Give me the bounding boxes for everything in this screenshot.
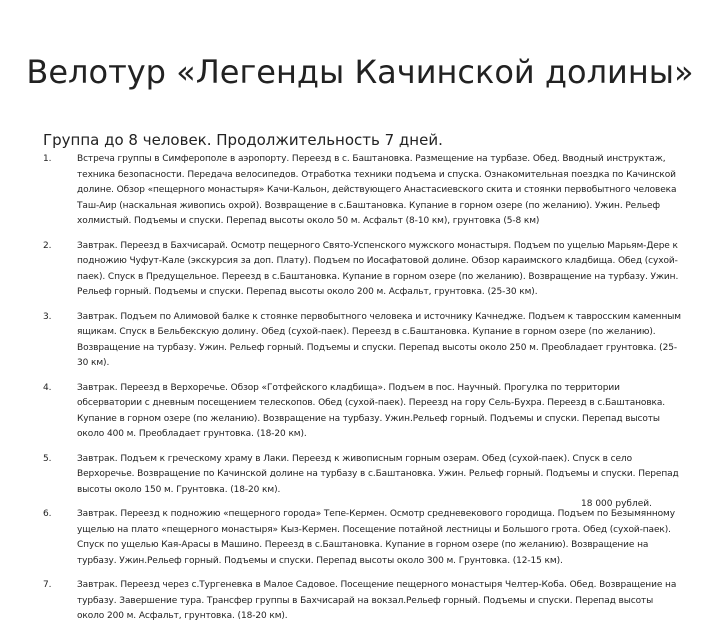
tour-price: 18 000 рублей. [581,499,652,509]
day-description: Завтрак. Переезд к подножию «пещерного города» Тепе-Кермен. Осмотр средневекового городища. Подъем по Безымянному ущелью на плато «пещерного монастыря» Кыз-Кермен. Посещение потайной лестницы и Большого грота. Обед (сухой-паек). Спуск по ущелью Кая-Арасы в Машино. Переезд в с.Баштановка. Купание в горном озере (по желанию). Возвращение на турбазу. Ужин.Рельеф горный. Подъемы и спуски. Перепад высоты около 300 м. Грунтовка. (12-15 км). [77,509,675,566]
itinerary-day-6 [43,507,683,569]
day-number: 4. [43,382,52,393]
itinerary-day-4 [43,381,683,443]
day-description: Завтрак. Подъем по Алимовой балке к стоянке первобытного человека и источнику Качнедже. Подъем к тавросским каменным ящикам. Спуск в Бельбекскую долину. Обед (сухой-паек). Переезд в с.Баштановка. Купание в горном озере (по желанию). Возвращение на турбазу. Ужин. Рельеф горный. Подъемы и спуски. Перепад высоты около 250 м. Преобладает грунтовка. (25-30 км). [77,311,681,368]
itinerary-day-3 [43,310,683,372]
day-number: 5. [43,453,52,464]
day-number: 7. [43,580,52,590]
itinerary-list [43,152,683,634]
day-number: 2. [43,240,52,251]
itinerary-day-1 [43,152,683,230]
itinerary-day-2 [43,239,683,301]
day-description: Завтрак. Переезд в Верхоречье. Обзор «Готфейского кладбища». Подъем в пос. Научный. Прогулка по территории обсерватории с дневным посещением телескопов. Обед (сухой-паек). Переезд на гору Сель-Бухра. Переезд в с.Баштановка. Купание в горном озере (по желанию). Возвращение на турбазу. Ужин.Рельеф горный. Подъемы и спуски. Перепад высоты около 400 м. Преобладает грунтовка. (18-20 км). [77,382,666,439]
day-number: 1. [43,154,52,164]
itinerary-day-5 [43,452,683,499]
day-description: Завтрак. Подъем к греческому храму в Лаки. Переезд к живописным горным озерам. Обед (сухой-паек). Спуск в село Верхоречье. Возвращение по Качинской долине на турбазу в с.Баштановка. Ужин. Рельеф горный. Подъемы и спуски. Перепад высоты около 150 м. Грунтовка. (18-20 км). [77,453,679,495]
day-description: Завтрак. Переезд через с.Тургеневка в Малое Садовое. Посещение пещерного монастыря Челтер-Коба. Обед. Возвращение на турбазу. Завершение тура. Трансфер группы в Бахчисарай на вокзал.Рельеф горный. Подъемы и спуски. Перепад высоты около 200 м. Асфальт, грунтовка. (18-20 км). [77,580,677,621]
day-number: 6. [43,509,52,519]
slide-title: Велотур «Легенды Качинской долины» [26,53,694,91]
day-description: Встреча группы в Симферополе в аэропорту. Переезд в с. Баштановка. Размещение на турбазе. Обед. Вводный инструктаж, техника безопасности. Передача велосипедов. Отработка техники подъема и спуска. Ознакомительная поездка по Качинской долине. Обзор «пещерного монастыря» Качи-Кальон, действующего Анастасиевского скита и стоянки первобытного человека Таш-Аир (наскальная живопись охрой). Возвращение в с.Баштановка. Купание в горном озере (по желанию). Ужин. Рельеф холмистый. Подъемы и спуски. Перепад высоты около 50 м. Асфальт (8-10 км), грунтовка (5-8 км) [77,154,677,226]
day-number: 3. [43,311,52,322]
itinerary-day-7 [43,578,683,625]
day-description: Завтрак. Переезд в Бахчисарай. Осмотр пещерного Свято-Успенского мужского монастыря. Подъем по ущелью Марьям-Дере к подножию Чуфут-Кале (экскурсия за доп. Плату). Подъем по Иосафатовой долине. Обзор караимского кладбища. Обед (сухой-паек). Спуск в Предущельное. Переезд в с.Баштановка. Купание в горном озере (по желанию). Возвращение на турбазу. Ужин. Рельеф горный. Подъемы и спуски. Перепад высоты около 200 м. Асфальт, грунтовка. (25-30 км). [77,240,679,297]
slide-subtitle: Группа до 8 человек. Продолжительность 7 дней. [43,131,443,149]
